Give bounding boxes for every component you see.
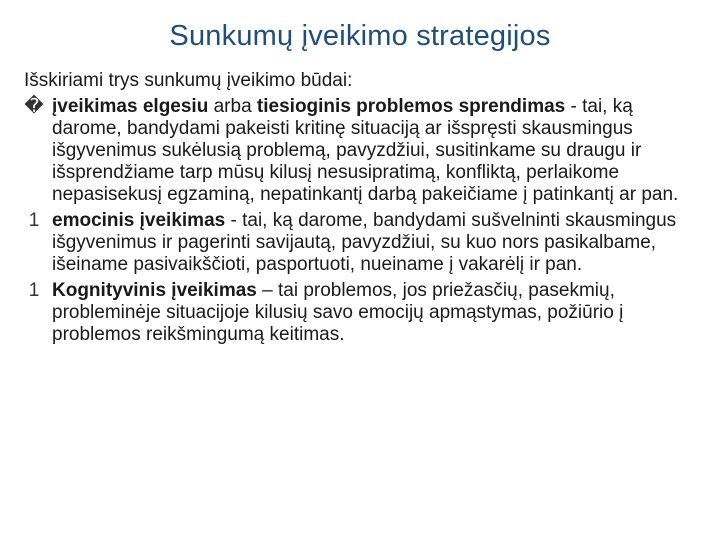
definition-text: – tai problemos, jos priežasčių, pasekmių, probleminėje situacijoje kilusių savo emocijų apmąstymas, požiūrio į problemos reikšmingumą keitimas.: [52, 280, 624, 345]
list-item-emotional: [24, 210, 704, 276]
slide-title: Sunkumų įveikimo strategijos: [169, 20, 551, 52]
term-behavioral: įveikimas elgesiu: [52, 96, 209, 117]
definition-text: - tai, ką darome, bandydami sušvelninti skausmingus išgyvenimus ir pagerinti savijautą, pavyzdžiui, su kuo nors pasikalbame, išeiname pasivaikščioti, pasportuoti, nueiname į vakarėlį ir pan.: [52, 210, 677, 275]
term-cognitive: Kognityvinis įveikimas: [52, 280, 257, 301]
term-direct-solving: tiesioginis problemos sprendimas: [256, 96, 566, 117]
bullet-marker: 1: [28, 210, 40, 231]
list-item-cognitive: [24, 280, 704, 346]
bullet-marker: �: [24, 96, 44, 117]
term-emotional: emocinis įveikimas: [52, 210, 226, 231]
list-item-behavioral: [24, 96, 704, 206]
intro-text: Išskiriami trys sunkumų įveikimo būdai:: [24, 70, 353, 91]
list-item-text: [52, 96, 704, 206]
definition-text: - tai, ką darome, bandydami pakeisti kritinę situaciją ar išspręsti skausmingus išgyvenimus sukėlusią problemą, pavyzdžiui, susitinkame su draugu ir išsprendžiame tarp mūsų kilusį nesusipratimą, konfliktą, perlaikome nepasisekusį egzaminą, nepatinkantį darbą pakeičiame į patinkantį ar pan.: [52, 96, 679, 205]
connector-text: arba: [208, 96, 257, 117]
strategy-list: [24, 96, 704, 346]
list-item-text: [52, 280, 704, 346]
bullet-marker: 1: [28, 280, 40, 301]
slide-body: [24, 70, 704, 350]
list-item-text: [52, 210, 704, 276]
